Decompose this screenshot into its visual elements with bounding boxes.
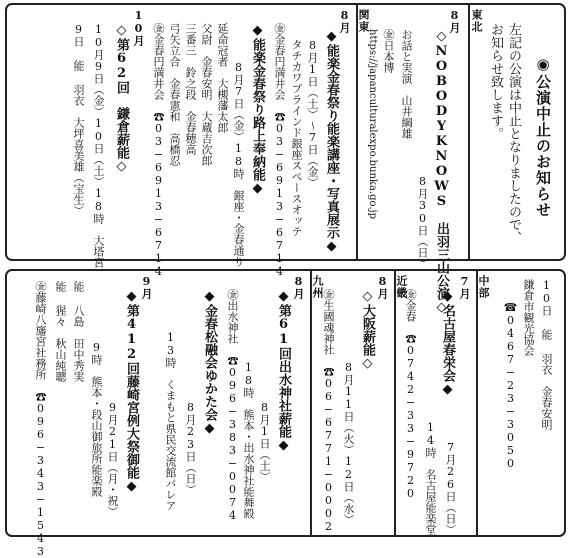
michi-line3: 三番三 鈴之段 金春穂高 <box>184 23 197 155</box>
yukata-date: 8月23日（日） <box>184 401 197 495</box>
ginza-title: ◆能楽金春祭り能楽講座・写真展示◆ <box>324 29 339 254</box>
notice-title: ◉公演中止のお知らせ <box>534 55 552 218</box>
chubu-month: 7月 <box>458 275 471 299</box>
kanto-month: 8月 <box>338 9 351 33</box>
chubu-divider <box>476 271 478 535</box>
kinki-divider <box>394 271 396 535</box>
fujisaki-month: 9月 <box>140 275 153 299</box>
fujisaki-title: ◆第412回藤崎宮例大祭御能◆ <box>124 289 139 494</box>
mizu-time: 18時 熊本・出水神社能舞殿 <box>242 361 255 519</box>
kinki-month: 8月 <box>376 275 389 299</box>
mizu-title: ◆第61回出水神社薪能◆ <box>276 289 291 453</box>
mizu-date: 8月1日（土） <box>258 401 271 482</box>
kinki-contact: ㊎生國魂神社 ☎06−6771−0002 <box>322 289 335 533</box>
kamakura-date: 10月9日（金）10日（土）18時 大塔宮 <box>92 23 105 268</box>
tohoku-title: ◇NOBODYKNOWS 出羽三山公演◇ <box>434 29 449 315</box>
tohoku-date: 8月30日（日） <box>416 175 429 269</box>
kamakura-cont-line2: 鎌倉市観光協会 <box>522 279 535 356</box>
chubu-title: ◆名古屋春栄会◆ <box>440 289 455 397</box>
kamakura-cont-line1: 10日 能 羽衣 金春安明 <box>540 279 553 430</box>
michi-line4: 弓矢立合 金春憲和 高橋忍 <box>168 23 181 166</box>
kinki-title: ◇大阪薪能◇ <box>360 289 375 371</box>
schedule-panel <box>5 269 566 558</box>
fujisaki-date: 9月21日（月・祝） <box>106 401 119 517</box>
kamakura-month: 10月 <box>132 9 145 46</box>
tohoku-url: https://japanculturalexpo.bunka.go.jp <box>367 29 378 220</box>
chubu-date: 7月26日（日） <box>444 441 457 535</box>
region-kanto: 関東 <box>357 9 370 33</box>
mizu-contact: ㊎出水神社 ☎096−383−0074 <box>226 289 239 522</box>
region-tohoku: 東北 <box>470 9 483 33</box>
kanto-divider <box>356 5 358 259</box>
yukata-time: 13時 くまもと県民交流館パレア <box>164 331 177 511</box>
kinki-date: 8月11日（火）12日（水） <box>342 361 355 525</box>
michi-date: 8月7日（金）18時 銀座・金春通り <box>232 61 245 267</box>
fujisaki-line1: 能 八島 田中秀実 <box>72 281 85 382</box>
michi-line1: 延命冠者 大槻藩太郎 <box>216 23 229 133</box>
michi-title: ◆能楽金春祭り路上奉納能◆ <box>250 23 265 196</box>
kamakura-cont-contact: ☎0467−23−3050 <box>504 301 517 470</box>
tohoku-line1: お話と実演 山井綱雄 <box>400 29 413 139</box>
kamakura-line1: 9日 能 羽衣 大坪喜美雄（宝生） <box>72 23 85 216</box>
chubu-time: 14時 名古屋能楽堂 <box>424 421 437 535</box>
ginza-venue: タチカワブラインド銀座スペースオッテ <box>290 39 303 237</box>
ginza-date: 8月1日（土）～7日（金） <box>306 39 319 188</box>
fujisaki-line2: 能 猩々 秋山純聰 <box>54 281 67 382</box>
fujisaki-contact: ㊎藤崎八旛宮社務所 ☎096−343−1543 <box>34 281 47 558</box>
chubu-contact: ㊎金春 ☎0742−33−9720 <box>404 289 417 500</box>
michi-contact: ㊎金春円満井会 ☎03−6913−6714 <box>152 23 165 278</box>
region-kinki: 近畿 <box>395 275 408 299</box>
notice-body-line1: 左記の公演は中止となりましたので、 <box>506 23 521 244</box>
yukata-title: ◆金春松融会ゆかた会◆ <box>202 289 217 436</box>
notice-body-line2: お知らせ致します。 <box>488 23 503 140</box>
michi-line2: 父尉 金春安明 大蔵吉次郎 <box>200 23 213 166</box>
region-chubu: 中部 <box>477 275 490 299</box>
tohoku-month: 8月 <box>448 9 461 33</box>
ginza-contact: ㊎金春円満井会 ☎03−6913−6714 <box>273 23 286 278</box>
fujisaki-time: 9時 熊本・段山御旅所能楽殿 <box>90 341 103 497</box>
tohoku-contact: ㊎日本博 <box>382 29 395 73</box>
kyushu-divider <box>310 271 312 535</box>
region-kyushu: 九州 <box>311 275 324 299</box>
kyushu-month: 8月 <box>292 275 305 299</box>
tohoku-divider <box>468 5 470 259</box>
kamakura-title: ◇第62回 鎌倉薪能◇ <box>114 23 129 174</box>
